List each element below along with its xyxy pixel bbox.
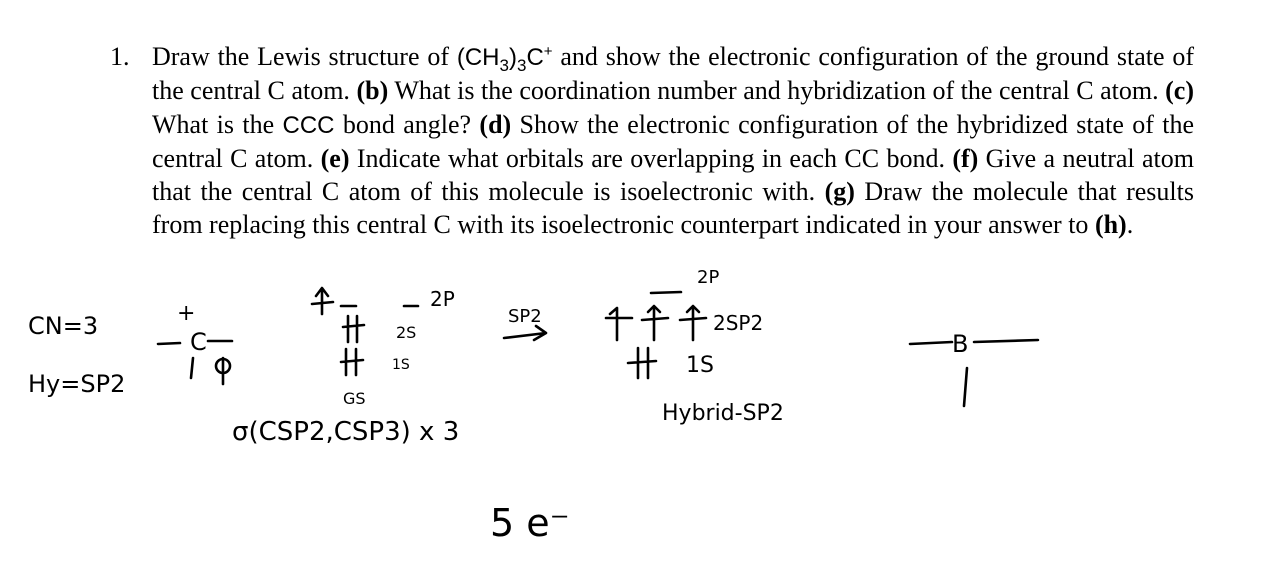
end-period: . (1126, 210, 1134, 240)
hw-sp2-electron-1 (606, 308, 632, 340)
hw-2p-label: 2P (430, 287, 455, 311)
hw-boron-atom: B (952, 330, 969, 358)
hw-hybrid-diagram (606, 267, 784, 426)
hw-2s-pair (343, 316, 364, 342)
part-a-text: and show the electronic configuration of the ground state of the central C atom. (152, 42, 1194, 106)
part-b-label: (b) (356, 76, 389, 106)
part-c-text-2: bond angle? (334, 109, 480, 139)
hw-2p-electron-1 (312, 288, 333, 314)
hw-plus-charge: + (177, 301, 196, 326)
part-e-text: Indicate what orbitals are overlapping in each CC bond. (349, 143, 953, 173)
formula-charge: + (543, 43, 553, 60)
hw-hybrid-1s-label: 1S (686, 353, 714, 378)
formula-subscript: 3 (516, 55, 527, 75)
part-e-label: (e) (320, 143, 350, 173)
hw-boron-bond-right (974, 340, 1038, 342)
part-g-label: (g) (824, 177, 855, 207)
part-c-label: (c) (1165, 76, 1194, 106)
formula-part: C (526, 44, 544, 71)
hw-coordination-number: CN=3 (28, 312, 99, 340)
hw-ground-state-diagram (312, 287, 455, 408)
hw-hybrid-label: Hybrid-SP2 (662, 401, 784, 426)
part-b-text: What is the coordination number and hybridization of the central C atom. (388, 76, 1166, 106)
hw-1s-pair (341, 349, 363, 375)
hw-1s-label: 1S (392, 357, 410, 373)
ccc-text: CCC (282, 111, 335, 139)
hw-bond-down (191, 358, 193, 378)
hw-sp2-arrow-label: SP2 (508, 306, 542, 327)
hw-hybrid-2p-box (651, 292, 681, 293)
hw-hybrid-1s-pair (628, 348, 656, 378)
hw-central-carbon: C (190, 328, 207, 356)
hw-bond-left (158, 343, 180, 344)
hw-gs-label: GS (343, 389, 366, 408)
hw-boron-bond-left (910, 342, 952, 344)
question-number: 1. (110, 42, 130, 71)
hw-electron-count: 5 e⁻ (490, 501, 570, 545)
part-d-label: (d) (479, 109, 512, 139)
intro-text: Draw the Lewis structure of (152, 42, 457, 71)
part-f-label: (f) (952, 143, 979, 173)
hw-bond-expression: σ(CSP2,CSP3) x 3 (232, 417, 460, 447)
hw-sp2-electron-3 (680, 306, 706, 340)
part-g-text: Draw the molecule that results from replacing this central C with its isoelectronic counterpart indicated in your answer to (152, 177, 1194, 240)
hw-2s-label: 2S (396, 323, 417, 342)
hw-lewis-structure (158, 301, 232, 384)
hw-2sp2-label: 2SP2 (713, 311, 764, 335)
hw-boron-bond-down (964, 368, 967, 406)
hw-boron-structure (910, 330, 1038, 406)
formula-part: (CH (456, 44, 500, 71)
hw-hybridization: Hy=SP2 (28, 370, 126, 398)
formula-subscript: 3 (499, 55, 509, 75)
formula-part: ) (508, 44, 517, 71)
hw-sp2-electron-2 (642, 306, 668, 340)
hw-hybrid-2p-label: 2P (697, 267, 720, 288)
part-h-label: (h) (1094, 210, 1127, 240)
part-d-text: Show the electronic configuration of the hybridized state of the central C atom. (152, 109, 1194, 173)
part-c-text: What is the (152, 109, 283, 139)
part-f-text: Give a neutral atom that the central C atom of this molecule is isoelectronic with. (152, 143, 1194, 207)
hw-promotion-arrow (504, 326, 546, 340)
